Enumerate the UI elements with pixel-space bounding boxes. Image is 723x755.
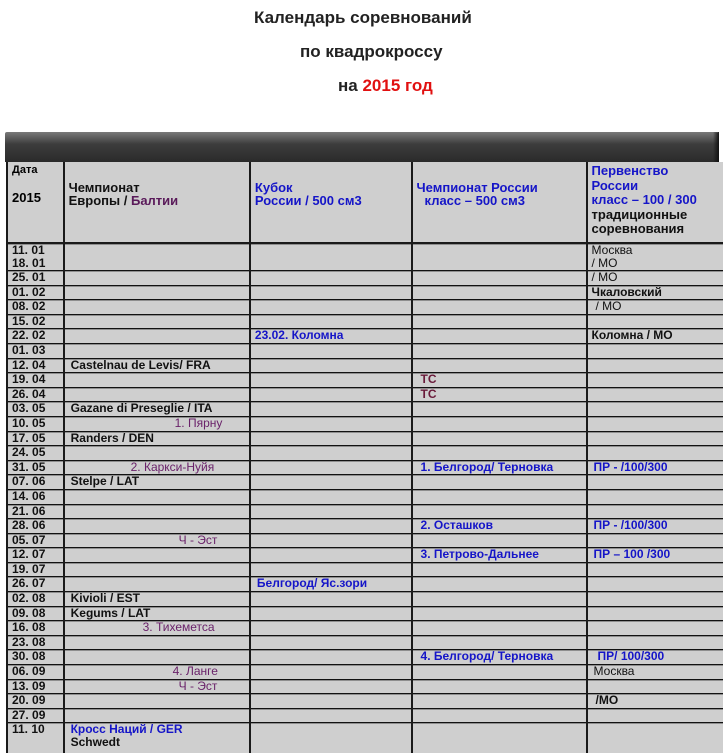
cell-champ <box>412 723 587 754</box>
page-title-line-3 <box>338 76 433 96</box>
cell-cup <box>250 343 412 358</box>
cell-champ <box>412 475 587 490</box>
cell-champ <box>412 431 587 446</box>
cell-europe <box>64 577 250 592</box>
cell-europe <box>64 708 250 723</box>
table-row <box>7 431 723 446</box>
cell-date: 16. 08 <box>7 621 64 636</box>
table-row <box>7 314 723 329</box>
cell-europe: Castelnau de Levis/ FRA <box>64 358 250 373</box>
cell-pr: / МО <box>587 300 723 315</box>
title-year: 2015 год <box>362 76 433 95</box>
cell-pr <box>587 621 723 636</box>
cell-europe <box>64 271 250 286</box>
table-row <box>7 708 723 723</box>
cell-champ: 4. Белгород/ Терновка <box>412 650 587 665</box>
header-europe-text: Европы / <box>68 193 128 208</box>
cell-date: 22. 02 <box>7 329 64 344</box>
cell-cup <box>250 358 412 373</box>
cell-champ <box>412 329 587 344</box>
cell-champ <box>412 694 587 709</box>
cell-date: 31. 05 <box>7 460 64 475</box>
table-row <box>7 373 723 388</box>
cell-cup <box>250 285 412 300</box>
header-champ-line1: Чемпионат России <box>416 180 538 195</box>
cell-cup <box>250 548 412 563</box>
table-row <box>7 387 723 402</box>
cell-pr <box>587 562 723 577</box>
cell-date: 27. 09 <box>7 708 64 723</box>
cell-europe <box>64 243 250 271</box>
cell-cup <box>250 665 412 680</box>
cell-champ <box>412 243 587 271</box>
cell-pr: Коломна / МО <box>587 329 723 344</box>
cell-europe <box>64 373 250 388</box>
header-championship <box>412 162 587 243</box>
table-row <box>7 548 723 563</box>
cell-champ <box>412 577 587 592</box>
cell-cup <box>250 300 412 315</box>
cell-pr: ПР - /100/300 <box>587 519 723 534</box>
cell-date: 01. 03 <box>7 343 64 358</box>
cell-pr: Чкаловский <box>587 285 723 300</box>
cell-cup <box>250 621 412 636</box>
table-row <box>7 402 723 417</box>
cell-europe <box>64 723 250 754</box>
title-prefix: на <box>338 76 358 95</box>
cell-champ: ТС <box>412 373 587 388</box>
table-row <box>7 533 723 548</box>
cell-champ <box>412 606 587 621</box>
cell-cup: 23.02. Коломна <box>250 329 412 344</box>
cell-europe <box>64 650 250 665</box>
table-row <box>7 519 723 534</box>
cell-pr <box>587 446 723 461</box>
europe-text: Кросс Наций / GER <box>70 722 183 737</box>
cell-date: 13. 09 <box>7 679 64 694</box>
cell-champ: 3. Петрово-Дальнее <box>412 548 587 563</box>
cell-europe <box>64 300 250 315</box>
cell-europe: Kegums / LAT <box>64 606 250 621</box>
header-champ-line2: класс – 500 см3 <box>424 193 525 208</box>
table-row <box>7 621 723 636</box>
cell-cup <box>250 723 412 754</box>
header-baltic-text: Балтии <box>130 193 179 208</box>
cell-date: 12. 04 <box>7 358 64 373</box>
cell-date: 24. 05 <box>7 446 64 461</box>
cell-champ <box>412 635 587 650</box>
cell-europe: Stelpe / LAT <box>64 475 250 490</box>
cell-europe: Kivioli / EST <box>64 592 250 607</box>
cell-date: 12. 07 <box>7 548 64 563</box>
cell-pr <box>587 431 723 446</box>
cell-cup <box>250 489 412 504</box>
cell-pr: ПР – 100 /300 <box>587 548 723 563</box>
cell-date: 06. 09 <box>7 665 64 680</box>
cell-pr <box>587 373 723 388</box>
cell-date: 15. 02 <box>7 314 64 329</box>
cell-pr <box>587 475 723 490</box>
cell-europe <box>64 519 250 534</box>
header-date-label: Дата <box>12 164 38 176</box>
cell-date: 14. 06 <box>7 489 64 504</box>
cell-cup <box>250 562 412 577</box>
header-pr-line5: соревнования <box>591 221 685 236</box>
cell-pr <box>587 358 723 373</box>
header-pr-line4: традиционные <box>591 206 688 222</box>
cell-date: 02. 08 <box>7 592 64 607</box>
cell-pr <box>587 489 723 504</box>
table-row <box>7 300 723 315</box>
table-row <box>7 592 723 607</box>
cell-date: 21. 06 <box>7 504 64 519</box>
cell-cup <box>250 519 412 534</box>
header-pr-line2: России <box>591 177 639 193</box>
cell-champ: 2. Осташков <box>412 519 587 534</box>
cell-date: 07. 06 <box>7 475 64 490</box>
table-row <box>7 635 723 650</box>
table-row <box>7 562 723 577</box>
cell-cup: Белгород/ Яс.зори <box>250 577 412 592</box>
cell-cup <box>250 460 412 475</box>
cell-pr: Москва <box>587 665 723 680</box>
cell-pr <box>587 606 723 621</box>
cell-europe: Gazane di Preseglie / ITA <box>64 402 250 417</box>
cell-cup <box>250 650 412 665</box>
header-pr-line3: класс – 100 / 300 <box>591 192 697 207</box>
table-row <box>7 577 723 592</box>
cell-date: 19. 04 <box>7 373 64 388</box>
header-date <box>7 162 64 243</box>
cell-champ <box>412 592 587 607</box>
cell-europe <box>64 694 250 709</box>
table-top-bar <box>5 132 719 162</box>
cell-europe: Ч - Эст <box>64 679 250 694</box>
cell-pr <box>587 343 723 358</box>
table-row <box>7 285 723 300</box>
cell-cup <box>250 635 412 650</box>
cell-date: 23. 08 <box>7 635 64 650</box>
header-europe-line1: Чемпионат <box>68 180 140 195</box>
cell-pr <box>587 577 723 592</box>
cell-pr <box>587 592 723 607</box>
cell-cup <box>250 504 412 519</box>
table-row <box>7 243 723 271</box>
header-europe <box>64 162 250 243</box>
cell-champ <box>412 489 587 504</box>
cell-pr <box>587 416 723 431</box>
cell-europe: 3. Тихеметса <box>64 621 250 636</box>
cell-europe <box>64 314 250 329</box>
table-row <box>7 343 723 358</box>
cell-cup <box>250 271 412 286</box>
cell-champ <box>412 533 587 548</box>
cell-cup <box>250 592 412 607</box>
cell-cup <box>250 679 412 694</box>
cell-date: 30. 08 <box>7 650 64 665</box>
cell-date: 17. 05 <box>7 431 64 446</box>
table-header-row <box>7 162 723 243</box>
table-row <box>7 665 723 680</box>
cell-europe <box>64 635 250 650</box>
cell-cup <box>250 373 412 388</box>
cell-date <box>7 243 64 271</box>
cell-champ <box>412 271 587 286</box>
cell-europe <box>64 387 250 402</box>
cell-europe <box>64 329 250 344</box>
cell-pr: ПР - /100/300 <box>587 460 723 475</box>
cell-date: 11. 10 <box>7 723 64 754</box>
cell-champ <box>412 285 587 300</box>
header-pervenstvo <box>587 162 723 243</box>
cell-champ <box>412 446 587 461</box>
pr-text: / МО <box>591 256 618 270</box>
cell-champ <box>412 343 587 358</box>
cell-pr <box>587 533 723 548</box>
cell-pr <box>587 679 723 694</box>
cell-date: 01. 02 <box>7 285 64 300</box>
cell-cup <box>250 446 412 461</box>
cell-pr <box>587 387 723 402</box>
cell-europe: 1. Пярну <box>64 416 250 431</box>
cell-date: 03. 05 <box>7 402 64 417</box>
cell-champ <box>412 416 587 431</box>
cell-europe: 2. Каркси-Нуйя <box>64 460 250 475</box>
cell-champ <box>412 621 587 636</box>
cell-champ <box>412 504 587 519</box>
cell-champ <box>412 402 587 417</box>
page-title-line-1: Календарь соревнований <box>254 8 472 27</box>
cell-champ <box>412 300 587 315</box>
cell-date: 26. 07 <box>7 577 64 592</box>
cell-europe <box>64 489 250 504</box>
cell-champ: 1. Белгород/ Терновка <box>412 460 587 475</box>
table-row <box>7 723 723 754</box>
cell-champ <box>412 358 587 373</box>
cell-date: 28. 06 <box>7 519 64 534</box>
header-europe-line2 <box>69 194 249 207</box>
table-row <box>7 694 723 709</box>
cell-europe <box>64 446 250 461</box>
cell-champ <box>412 665 587 680</box>
table-row <box>7 271 723 286</box>
header-cup <box>250 162 412 243</box>
header-pr-line1: Первенство <box>591 163 669 178</box>
header-cup-line1: Кубок <box>254 180 293 195</box>
cell-cup <box>250 431 412 446</box>
cell-cup <box>250 243 412 271</box>
cell-date: 26. 04 <box>7 387 64 402</box>
header-date-year: 2015 <box>12 190 41 205</box>
cell-europe <box>64 504 250 519</box>
header-cup-line2: России / 500 см3 <box>254 193 362 208</box>
competition-calendar-table <box>6 162 723 753</box>
table-row <box>7 475 723 490</box>
table-row <box>7 504 723 519</box>
cell-pr <box>587 635 723 650</box>
cell-date: 25. 01 <box>7 271 64 286</box>
table-row <box>7 489 723 504</box>
cell-pr: / МО <box>587 271 723 286</box>
table-row <box>7 460 723 475</box>
table-row <box>7 358 723 373</box>
cell-pr <box>587 402 723 417</box>
cell-europe: Randers / DEN <box>64 431 250 446</box>
cell-europe: Ч - Эст <box>64 533 250 548</box>
cell-pr <box>587 504 723 519</box>
cell-pr <box>587 243 723 271</box>
cell-cup <box>250 694 412 709</box>
cell-europe <box>64 343 250 358</box>
cell-cup <box>250 606 412 621</box>
cell-date: 05. 07 <box>7 533 64 548</box>
cell-champ <box>412 708 587 723</box>
cell-pr <box>587 314 723 329</box>
table-row <box>7 650 723 665</box>
cell-europe <box>64 285 250 300</box>
page-title-line-2: по квадрокроссу <box>300 42 443 61</box>
cell-europe: 4. Ланге <box>64 665 250 680</box>
cell-pr: /МО <box>587 694 723 709</box>
cell-cup <box>250 314 412 329</box>
cell-champ <box>412 679 587 694</box>
table-row <box>7 416 723 431</box>
cell-champ: ТС <box>412 387 587 402</box>
table-row <box>7 679 723 694</box>
pr-text: Москва <box>591 243 633 257</box>
date-text: 18. 01 <box>12 256 46 270</box>
date-text: 11. 01 <box>12 243 45 257</box>
cell-date: 20. 09 <box>7 694 64 709</box>
cell-pr: ПР/ 100/300 <box>587 650 723 665</box>
table-row <box>7 446 723 461</box>
cell-champ <box>412 314 587 329</box>
cell-date: 10. 05 <box>7 416 64 431</box>
cell-cup <box>250 402 412 417</box>
cell-date: 09. 08 <box>7 606 64 621</box>
cell-europe <box>64 548 250 563</box>
cell-date: 08. 02 <box>7 300 64 315</box>
cell-cup <box>250 416 412 431</box>
table-row <box>7 329 723 344</box>
cell-date: 19. 07 <box>7 562 64 577</box>
cell-cup <box>250 475 412 490</box>
cell-champ <box>412 562 587 577</box>
table-row <box>7 606 723 621</box>
cell-pr <box>587 708 723 723</box>
cell-cup <box>250 387 412 402</box>
cell-pr <box>587 723 723 754</box>
cell-cup <box>250 708 412 723</box>
cell-europe <box>64 562 250 577</box>
europe-text: Schwedt <box>70 735 120 750</box>
cell-cup <box>250 533 412 548</box>
